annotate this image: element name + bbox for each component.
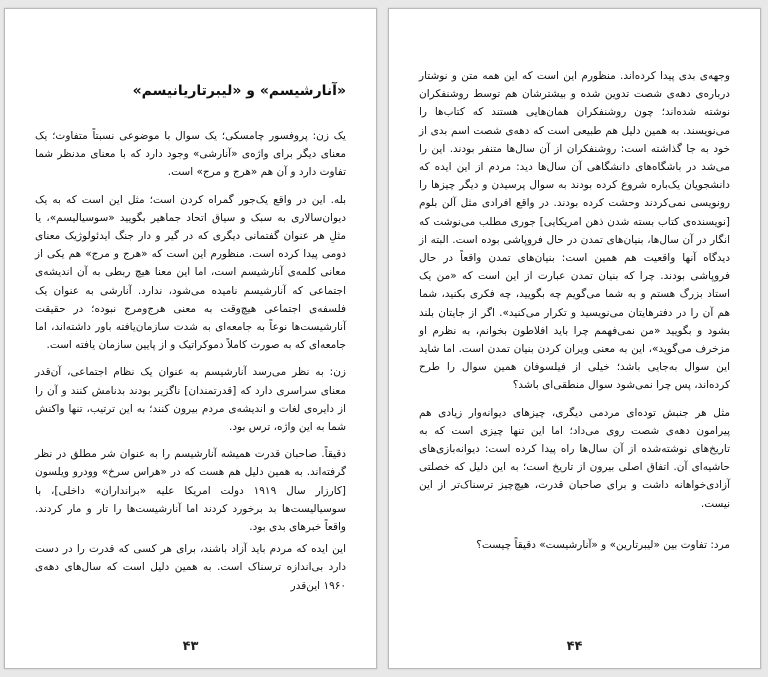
paragraph: مثل هر جنبش توده‌ای مردمی دیگری، چیزهای دیوانه‌وار زیادی هم پیرامون دهه‌ی شصت روی می‌داد؛ اما این تنها چیزی است که به تاریخ‌های نوشته‌شده از آن سال‌ها راه پیدا کرده است: دیوانه‌بازی‌های حاشیه‌ای آن. اتفاق اصلی بیرون از تاریخ است؛ به این دلیل که خصلتی آزادی‌خواهانه داشت و برای صاحبان قدرت، هیچ‌چیز ترسناک‌تر از این نیست.	[419, 406, 730, 510]
paragraph: بله. این در واقع یک‌جور گمراه کردن است؛ مثل این است که به یک دیوان‌سالاری به سبک و سیاق اتحاد جماهیر بگویید «سوسیالیسم»، یا مثلِ هر عنوان گفتمانی دیگری که در گیر و دار جنگ ایدئولوژیک معنای دومی پیدا کرده است. منظورم این است که «هرج و مرج» هم یکی از معانی کلمه‌ی آنارشیسم است، اما این معنا هیچ ربطی به آن اندیشه‌ی اجتماعی که آنارشیسم نامیده می‌شود، ندارد. آنارشی به عنوان یک فلسفه‌ی اجتماعی هیچ‌وقت به معنی هرج‌ومرج نبوده؛ در حقیقت آنارشیست‌ها نوعاً به جامعه‌ای به شدت سازمان‌یافته باور داشته‌اند، اما جامعه‌ای که به صورت کاملاً دموکراتیک و از پایین سازمان یافته است.	[35, 193, 346, 352]
page-number: ۴۳	[182, 639, 199, 654]
paragraph: این ایده که مردم باید آزاد باشند، برای هر کسی که قدرت را در دست دارد بی‌اندازه ترسناک است. به همین دلیل است که سال‌های دهه‌ی ۱۹۶۰ این‌قدر	[35, 543, 346, 592]
paragraph: دقیقاً. صاحبان قدرت همیشه آنارشیسم را به عنوان شر مطلق در نظر گرفته‌اند. به همین دلیل هم هست که در «هراس سرخ» وودرو ویلسون [کارزار سال ۱۹۱۹ دولت امریکا علیه «برانداران» داخلی]، با سوسیالیست‌ها بد برخورد کردند اما آنارشیست‌ها را تار و مار کردند. واقعاً خبرهای بدی بود.	[35, 448, 346, 534]
dialogue-line: مرد: تفاوت بین «لیبرتارین» و «آنارشیست» دقیقاً چیست؟	[476, 538, 730, 551]
page-number: ۴۴	[566, 639, 583, 654]
paragraph: وجهه‌ی بدی پیدا کرده‌اند. منظورم این است که این همه متن و نوشتار درباره‌ی دهه‌ی شصت تدوین شده و بیشترشان هم توسط روشنفکران نوشته شده‌اند؛ چون روشنفکران همان‌هایی هستند که کتاب‌ها را می‌نویسند. به همین دلیل هم طبیعی است که دهه‌ی شصت اسم بدی از خود به جا گذاشته است: روشنفکران از آن سال‌ها متنفر بودند. این را می‌شد در باشگاه‌های دانشگاهی آن سال‌ها دید: مردم از این ایده که دانشجویان یک‌باره شروع کرده بودند به سوال پرسیدن و دیگر چیزها را رونویسی نمی‌کردند وحشت کرده بودند. در واقع افرادی مثل آلن بلوم [نویسنده‌ی کتاب بسته شدن ذهن امریکایی] جوری مطلب می‌نوشت که انگار در آن سال‌ها، بنیان‌های تمدن در حال فروپاشی بوده است. البته از دیدگاه آنها واقعیت هم همین است: بنیان‌های تمدن واقعاً در حال فروپاشی بودند. چرا که بنیان تمدن عبارت از این است که «من یک استاد بزرگ هستم و به شما می‌گویم چه بگویید، چه فکری بکنید، شما هم آن را در دفترهایتان می‌نویسید و تکرار می‌کنید». اگر از جایتان بلند بشود و بگویید «من نمی‌فهمم چرا باید افلاطون بخوانم، به نظرم او مزخرف می‌گوید»، این به معنی ویران کردن بنیان تمدن است. اما شاید این سوال به‌جایی باشد؛ خیلی از فیلسوفان همین سوال را طرح کرده‌اند، پس چرا نمی‌شود سوال منطقی‌ای باشد؟	[419, 70, 730, 392]
right-page-text	[419, 67, 730, 563]
left-page	[4, 8, 377, 669]
right-page	[388, 8, 761, 669]
paragraph: زن: به نظر می‌رسد آنارشیسم به عنوان یک نظام اجتماعی، آن‌قدر معنای سراسری دارد که [قدرتمندان] ناگزیر بودند بدنامش کنند و آن را از دایره‌ی لغات و اندیشه‌ی مردم بیرون کنند؛ به این ترتیب، تنها واکنش شما به این واژه، ترس بود.	[35, 366, 346, 434]
paragraph: یک زن: پروفسور چامسکی؛ یک سوال با موضوعی نسبتاً متفاوت؛ یک معنای دیگر برای واژه‌ی «آنارشی» وجود دارد که با معنای مدنظر شما تفاوت دارد و آن هم «هرج و مرج» است.	[35, 130, 346, 179]
chapter-title: «آنارشیسم» و «لیبرتاریانیسم»	[132, 83, 346, 99]
left-page-text	[35, 49, 346, 604]
